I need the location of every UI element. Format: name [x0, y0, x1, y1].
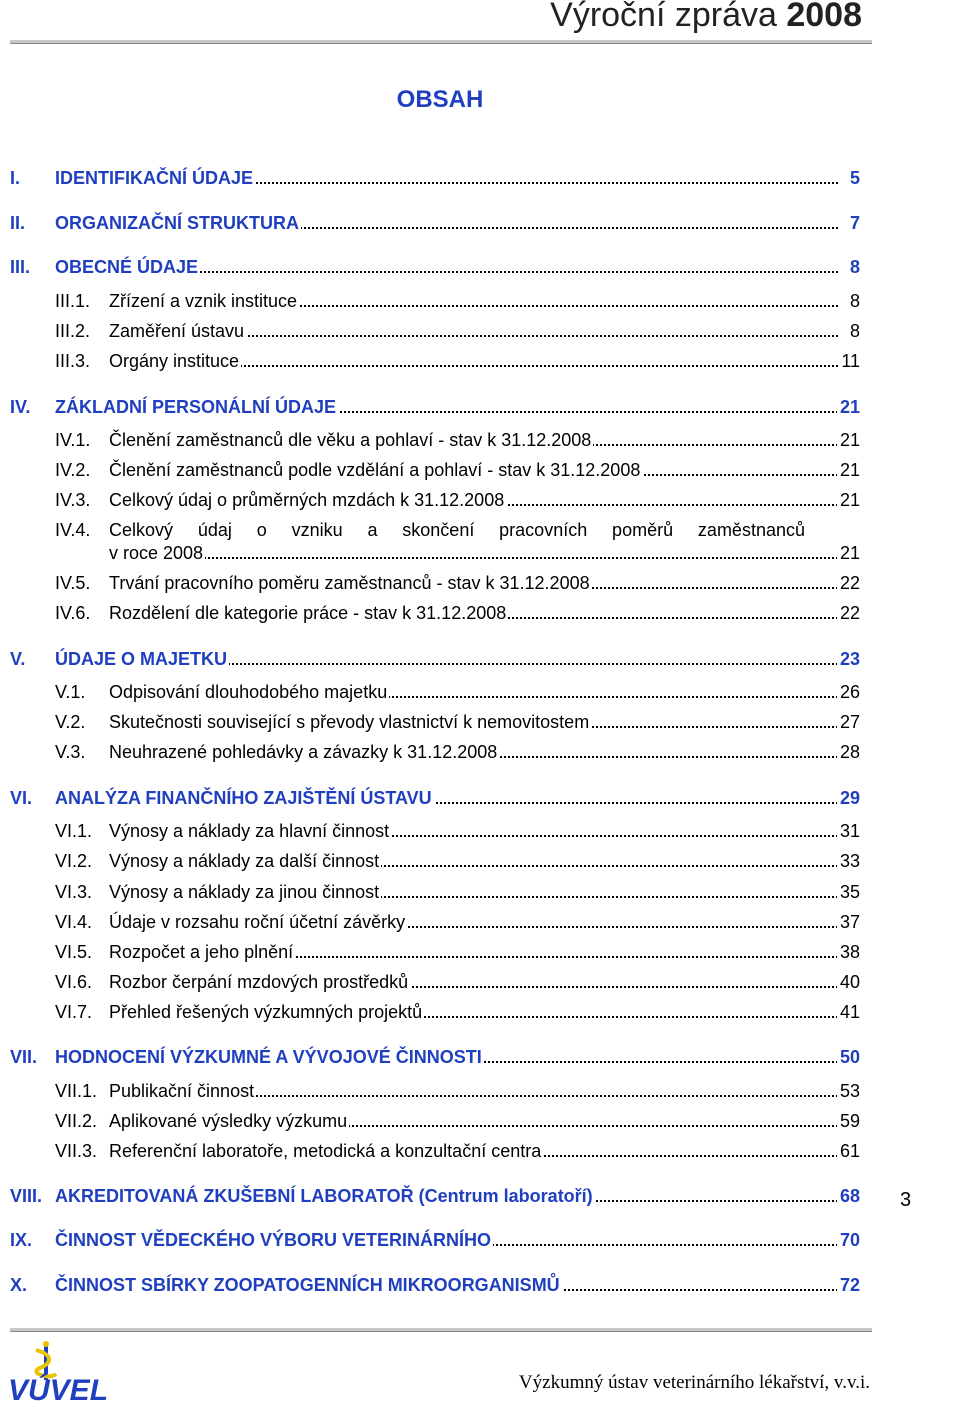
toc-entry-number: V.2.: [55, 712, 86, 732]
toc-entry-title: Celkový údaj o průměrných mzdách k 31.12.2008: [109, 490, 505, 510]
report-title: [550, 0, 862, 35]
toc-entry-page: 38: [837, 940, 860, 964]
toc-subentry[interactable]: [0, 319, 860, 343]
toc-entry-number: V.1.: [55, 682, 86, 702]
toc-entry-page: 5: [847, 166, 860, 190]
toc-entry-title: ČINNOST VĚDECKÉHO VÝBORU VETERINÁRNÍHO: [55, 1230, 492, 1250]
toc-subentry[interactable]: [0, 940, 860, 964]
toc-entry-title: Trvání pracovního poměru zaměstnanců - stav k 31.12.2008: [109, 573, 590, 593]
toc-entry[interactable]: [0, 255, 860, 279]
toc-entry[interactable]: [0, 1273, 860, 1297]
toc-entry-page: 40: [837, 970, 860, 994]
toc-entry-title: Výnosy a náklady za hlavní činnost: [109, 821, 390, 841]
toc-entry-number: X.: [10, 1275, 28, 1295]
toc-entry-title: Výnosy a náklady za další činnost: [109, 851, 380, 871]
toc-entry-title: Referenční laboratoře, metodická a konzultační centra: [109, 1141, 542, 1161]
header-divider: [10, 40, 872, 44]
toc-entry-page: 50: [837, 1045, 860, 1069]
toc-entry-number: VI.5.: [55, 942, 93, 962]
toc-subentry[interactable]: [0, 601, 860, 625]
toc-subentry[interactable]: [0, 289, 860, 313]
toc-subentry[interactable]: [0, 1000, 860, 1024]
toc-subentry[interactable]: [0, 849, 860, 873]
toc-entry-page: 21: [837, 488, 860, 512]
toc-entry-title: Zaměření ústavu: [109, 321, 245, 341]
toc-subentry[interactable]: [0, 819, 860, 843]
toc-entry-title: Orgány instituce: [109, 351, 240, 371]
toc-entry-page: 8: [847, 319, 860, 343]
toc-entry-number: VI.: [10, 788, 33, 808]
toc-entry-number: IV.: [10, 397, 31, 417]
toc-entry-number: VI.7.: [55, 1002, 93, 1022]
toc-entry-page: 29: [837, 786, 860, 810]
toc-entry-number: VI.1.: [55, 821, 93, 841]
toc-entry-page: 59: [837, 1109, 860, 1133]
toc-entry-title: Rozpočet a jeho plnění: [109, 942, 294, 962]
toc-entry-title: Zřízení a vznik instituce: [109, 291, 298, 311]
toc-entry-number: IV.1.: [55, 430, 91, 450]
toc-entry[interactable]: [0, 786, 860, 810]
toc-entry-page: 31: [837, 819, 860, 843]
toc-subentry[interactable]: [0, 458, 860, 482]
toc-entry-number: IX.: [10, 1230, 33, 1250]
toc-entry-number: VI.3.: [55, 882, 93, 902]
toc-entry-title: Údaje v rozsahu roční účetní závěrky: [109, 912, 406, 932]
toc-entry[interactable]: [0, 1228, 860, 1252]
toc-entry-title: ÚDAJE O MAJETKU: [55, 649, 228, 669]
toc-entry-page: 33: [837, 849, 860, 873]
toc-entry[interactable]: [0, 1045, 860, 1069]
toc-subentry[interactable]: [0, 1109, 860, 1133]
toc-entry-number: VII.2.: [55, 1111, 98, 1131]
toc-subentry[interactable]: [0, 740, 860, 764]
toc-entry-title: Členění zaměstnanců dle věku a pohlaví - stav k 31.12.2008: [109, 430, 592, 450]
toc-entry-number: VII.1.: [55, 1081, 98, 1101]
toc-entry-page: 72: [837, 1273, 860, 1297]
logo-wordmark: VÚVEL: [8, 1374, 109, 1404]
toc-entry-title: Členění zaměstnanců podle vzdělání a pohlaví - stav k 31.12.2008: [109, 460, 641, 480]
toc-entry-page: 11: [838, 349, 860, 373]
toc-entry-number: IV.4.: [55, 520, 91, 540]
toc-entry-number: VI.2.: [55, 851, 93, 871]
page-number: 3: [900, 1189, 912, 1211]
toc-entry-title: Rozdělení dle kategorie práce - stav k 31.12.2008: [109, 603, 507, 623]
report-title-text: Výroční zpráva: [550, 0, 787, 34]
toc-entry-title: Odpisování dlouhodobého majetku: [109, 682, 388, 702]
toc-entry[interactable]: [0, 166, 860, 190]
toc-entry-title: HODNOCENÍ VÝZKUMNÉ A VÝVOJOVÉ ČINNOSTI: [55, 1047, 482, 1067]
toc-entry-number: IV.6.: [55, 603, 91, 623]
toc-subentry[interactable]: [0, 880, 860, 904]
toc-entry-page: 53: [837, 1079, 860, 1103]
toc-entry-title: ANALÝZA FINANČNÍHO ZAJIŠTĚNÍ ÚSTAVU: [55, 788, 432, 808]
toc-entry-number: I.: [10, 168, 21, 188]
toc-entry[interactable]: [0, 395, 860, 419]
toc-entry-page: 41: [837, 1000, 860, 1024]
toc-entry-number: VIII.: [10, 1186, 43, 1206]
footer-divider: [10, 1328, 872, 1332]
report-title-year: 2008: [786, 0, 862, 34]
toc-entry-title: Publikační činnost: [109, 1081, 255, 1101]
toc-entry-number: VI.4.: [55, 912, 93, 932]
toc-entry-page: 21: [837, 428, 860, 452]
toc-entry-title: Neuhrazené pohledávky a závazky k 31.12.2008: [109, 742, 498, 762]
toc-entry-page: 23: [837, 647, 860, 671]
toc-subentry[interactable]: [0, 349, 860, 373]
toc-entry-page: 8: [847, 255, 860, 279]
toc-entry-page: 70: [837, 1228, 860, 1252]
toc-subentry[interactable]: [0, 1139, 860, 1163]
toc-entry-number: III.3.: [55, 351, 91, 371]
toc-entry-page: 21: [837, 541, 860, 565]
toc-entry-page: 68: [837, 1184, 860, 1208]
toc-entry-title: Skutečnosti související s převody vlastnictví k nemovitostem: [109, 712, 590, 732]
toc-entry-number: VI.6.: [55, 972, 93, 992]
toc-entry-title: ČINNOST SBÍRKY ZOOPATOGENNÍCH MIKROORGANISMŮ: [55, 1275, 560, 1295]
toc-entry-title: OBECNÉ ÚDAJE: [55, 257, 199, 277]
toc-entry-title: AKREDITOVANÁ ZKUŠEBNÍ LABORATOŘ (Centrum laboratoří): [55, 1186, 593, 1206]
toc-entry-page: 61: [837, 1139, 860, 1163]
toc-entry-number: III.: [10, 257, 31, 277]
toc-subentry[interactable]: [0, 428, 860, 452]
toc-entry-page: 21: [837, 395, 860, 419]
toc-entry-title: IDENTIFIKAČNÍ ÚDAJE: [55, 168, 254, 188]
toc-subentry[interactable]: [0, 680, 860, 704]
toc-entry-title-line1: Celkový údaj o vzniku a skončení pracovních poměrů zaměstnanců: [109, 520, 805, 540]
toc-entry-number: III.1.: [55, 291, 91, 311]
toc-entry-title: Výnosy a náklady za jinou činnost: [109, 882, 380, 902]
toc-entry-number: IV.2.: [55, 460, 91, 480]
toc-entry-title: ORGANIZAČNÍ STRUKTURA: [55, 213, 299, 233]
leader-dots: [109, 541, 838, 559]
toc-entry-number: V.3.: [55, 742, 86, 762]
institute-name: Výzkumný ústav veterinárního lékařství, v.v.i.: [518, 1372, 870, 1393]
toc-entry-title: Aplikované výsledky výzkumu: [109, 1111, 348, 1131]
toc-subentry[interactable]: [0, 571, 860, 595]
toc-subentry[interactable]: [0, 1079, 860, 1103]
vuvel-logo: [6, 1340, 126, 1404]
toc-entry-number: II.: [10, 213, 26, 233]
toc-entry-page: 21: [837, 458, 860, 482]
toc-subentry[interactable]: [0, 970, 860, 994]
toc-entry[interactable]: [0, 1184, 860, 1208]
toc-subentry[interactable]: [0, 910, 860, 934]
toc-subentry-wrapped[interactable]: [0, 518, 860, 542]
toc-entry-number: VII.3.: [55, 1141, 98, 1161]
toc-entry-page: 27: [837, 710, 860, 734]
toc-entry-number: VII.: [10, 1047, 38, 1067]
toc-entry-number: III.2.: [55, 321, 91, 341]
toc-subentry-continuation[interactable]: [0, 541, 860, 565]
toc-entry[interactable]: [0, 211, 860, 235]
toc-entry-title: Přehled řešených výzkumných projektů: [109, 1002, 423, 1022]
toc-entry-number: IV.5.: [55, 573, 91, 593]
toc-entry-number: IV.3.: [55, 490, 91, 510]
toc-entry-page: 35: [837, 880, 860, 904]
toc-entry-page: 22: [837, 601, 860, 625]
toc-subentry[interactable]: [0, 710, 860, 734]
toc-heading: OBSAH: [396, 86, 484, 113]
toc-entry-title: ZÁKLADNÍ PERSONÁLNÍ ÚDAJE: [55, 397, 337, 417]
toc-entry-page: 37: [837, 910, 860, 934]
toc-entry-title: Rozbor čerpání mzdových prostředků: [109, 972, 409, 992]
toc-subentry[interactable]: [0, 488, 860, 512]
toc-entry-page: 7: [847, 211, 860, 235]
toc-entry-page: 26: [837, 680, 860, 704]
toc-entry-title-line2: v roce 2008: [109, 543, 204, 563]
toc-entry[interactable]: [0, 647, 860, 671]
toc-entry-page: 22: [837, 571, 860, 595]
toc-entry-page: 28: [837, 740, 860, 764]
toc-entry-page: 8: [847, 289, 860, 313]
toc-entry-number: V.: [10, 649, 26, 669]
